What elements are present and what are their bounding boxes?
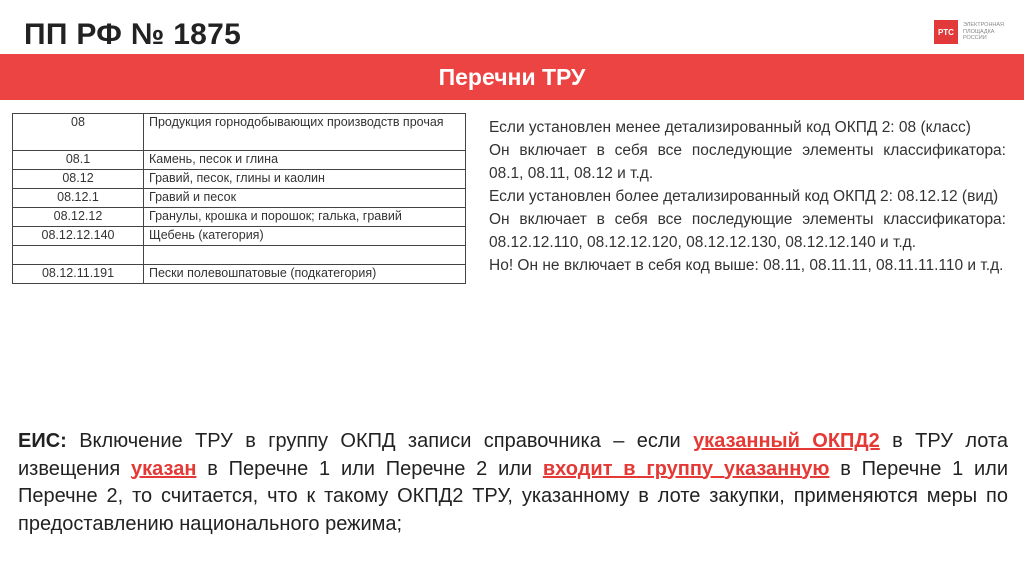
logo-line: РОССИИ <box>963 35 987 42</box>
explanation-paragraph: 08.12.12.110, 08.12.12.120, 08.12.12.130, 08.12.12.140 и т.д. <box>489 234 917 251</box>
banner-title: Перечни ТРУ <box>438 63 586 90</box>
explanation-paragraph: Он включает в себя все последующие элементы классификатора: <box>489 211 1006 228</box>
explanation-paragraph: Но! Он не включает в себя код выше: 08.11, 08.11.11, 08.11.11.110 и т.д. <box>489 257 1004 274</box>
okpd-code: 08.12.1 <box>13 189 144 208</box>
explanation-paragraph: Если установлен более детализированный код ОКПД 2: 08.12.12 (вид) <box>489 188 999 205</box>
table-row <box>13 265 466 284</box>
okpd-name <box>144 246 466 265</box>
table-row <box>13 151 466 170</box>
page-title: ПП РФ № 1875 <box>24 18 242 51</box>
explanation-paragraph: Если установлен менее детализированный код ОКПД 2: 08 (класс) <box>489 119 971 136</box>
section-banner <box>0 54 1024 100</box>
okpd-name: Камень, песок и глина <box>144 151 466 170</box>
okpd-table <box>12 113 466 284</box>
okpd-code: 08.12.11.191 <box>13 265 144 284</box>
eis-text: в Перечне 1 или Перечне 2, то считается, что к такому ОКПД2 ТРУ, указанному в лоте закупки, применяются меры по предоставлению национального режима; <box>18 457 1009 535</box>
explanation-paragraph: Он включает в себя все последующие элементы классификатора: <box>489 142 1006 159</box>
table-row <box>13 227 466 246</box>
okpd-name: Продукция горнодобывающих производств прочая <box>144 114 466 151</box>
eis-lead: ЕИС: <box>18 430 67 452</box>
rts-logo <box>934 20 1004 44</box>
okpd-name: Гравий и песок <box>144 189 466 208</box>
eis-text: в Перечне 1 или Перечне 2 или <box>196 457 543 480</box>
okpd-code <box>13 246 144 265</box>
okpd-name: Щебень (категория) <box>144 227 466 246</box>
eis-highlight: указанный ОКПД2 <box>693 430 880 452</box>
logo-mark: РТС <box>934 20 958 44</box>
okpd-code: 08.12.12.140 <box>13 227 144 246</box>
logo-text <box>963 22 1004 42</box>
logo-line: ЭЛЕКТРОННАЯ <box>963 22 1005 29</box>
table-row <box>13 170 466 189</box>
eis-highlight: входит в группу указанную <box>542 457 830 480</box>
eis-text: Включение ТРУ в группу ОКПД записи справочника – если <box>66 430 694 452</box>
okpd-code: 08.1 <box>13 151 144 170</box>
eis-paragraph <box>18 428 1008 538</box>
okpd-name: Гранулы, крошка и порошок; галька, гравий <box>144 208 466 227</box>
okpd-code: 08.12 <box>13 170 144 189</box>
table-row <box>13 189 466 208</box>
okpd-name: Гравий, песок, глины и каолин <box>144 170 466 189</box>
table-row <box>13 208 466 227</box>
explanation-paragraph: 08.1, 08.11, 08.12 и т.д. <box>489 165 654 182</box>
eis-highlight: указан <box>131 457 197 480</box>
table-row <box>13 246 466 265</box>
explanation-block <box>489 116 1006 277</box>
logo-line: ПЛОЩАДКА <box>963 28 995 35</box>
okpd-code: 08 <box>13 114 144 151</box>
eis-text: в ТРУ лота извещения <box>18 430 1008 480</box>
okpd-code: 08.12.12 <box>13 208 144 227</box>
table-row <box>13 114 466 151</box>
okpd-name: Пески полевошпатовые (подкатегория) <box>144 265 466 284</box>
